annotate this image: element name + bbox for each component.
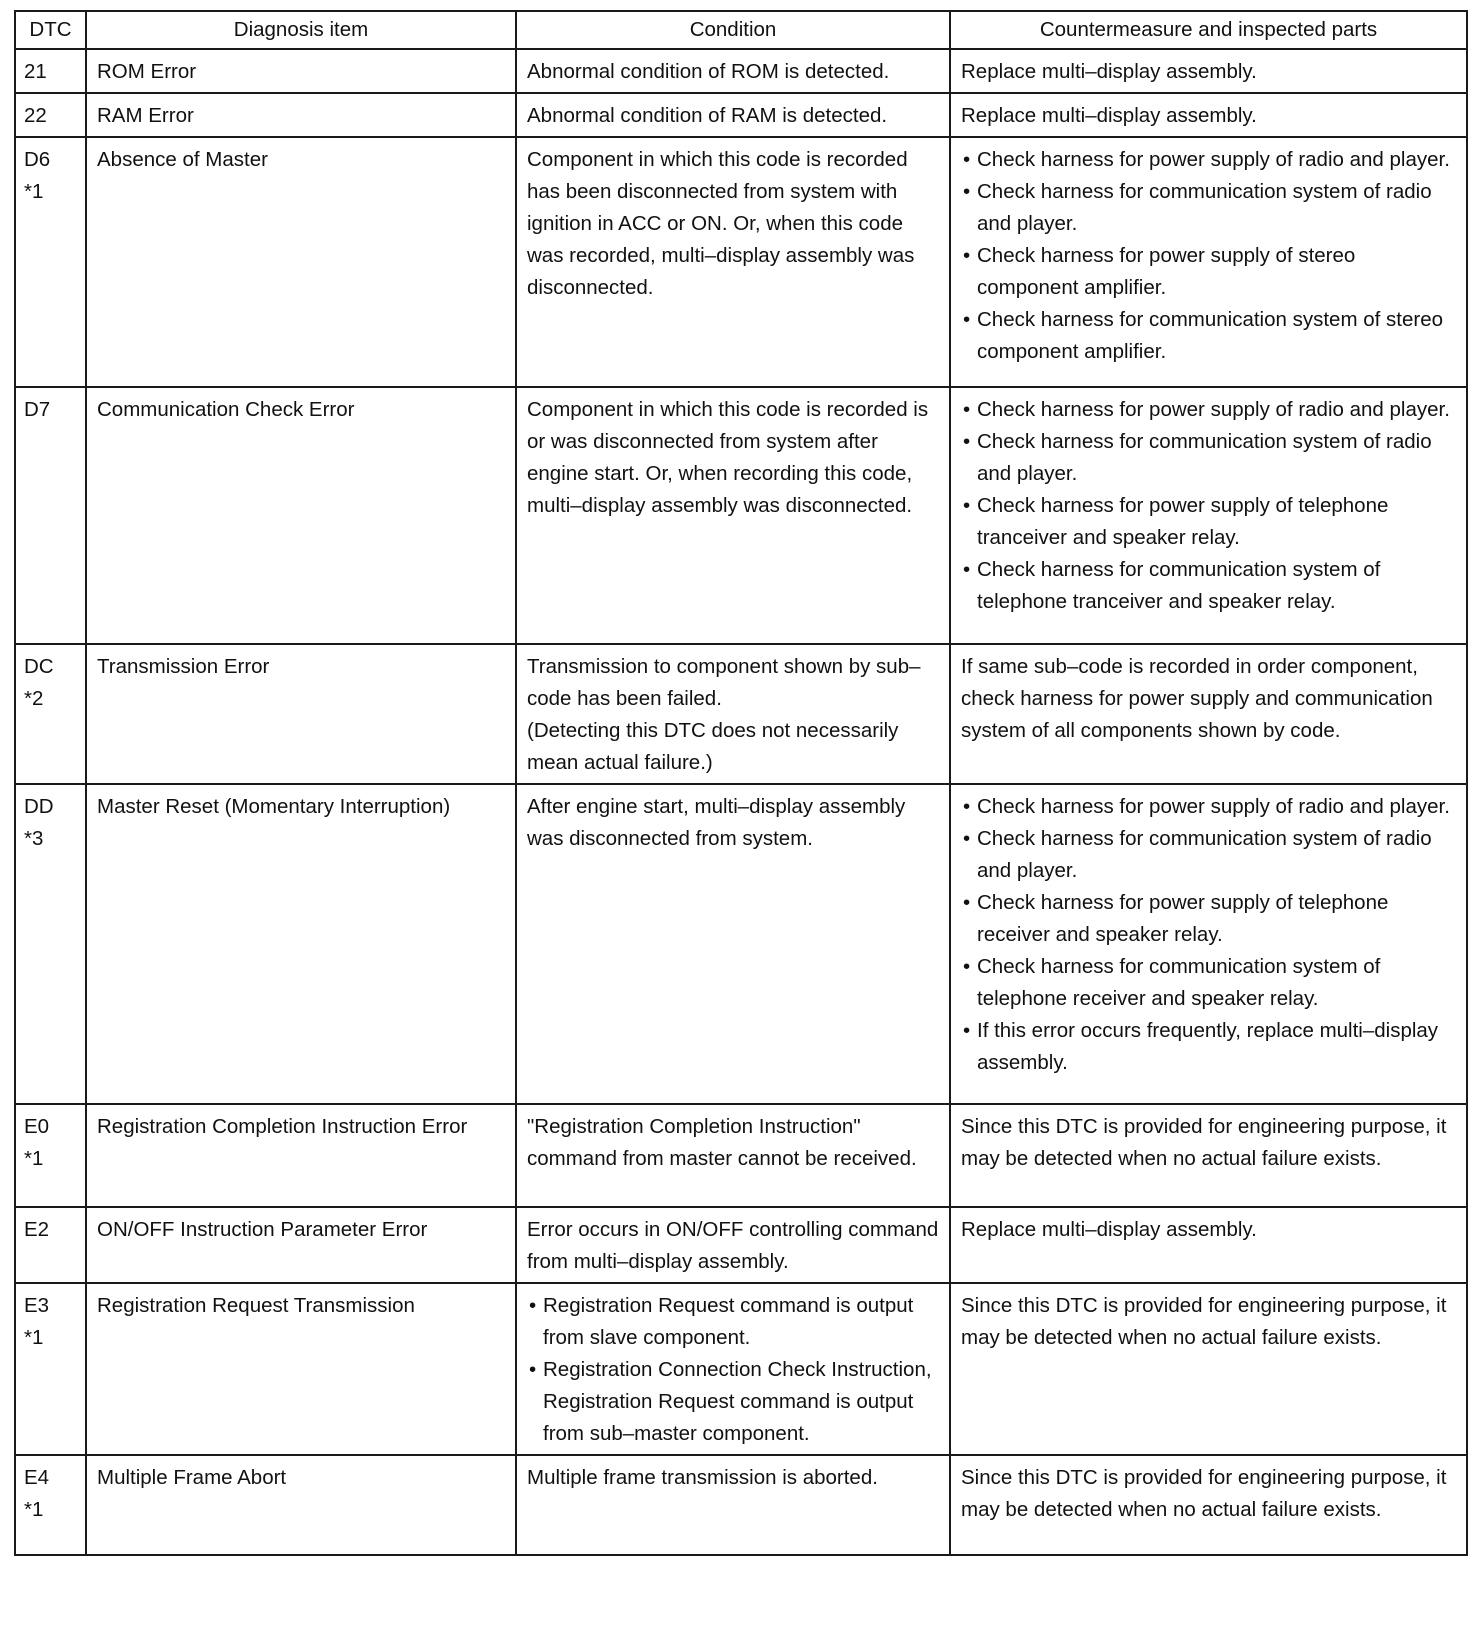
table-row [15, 1104, 1467, 1207]
condition-text: Transmission to component shown by sub–code has been failed. [527, 655, 921, 710]
dtc-cell [15, 93, 86, 137]
dtc-footnote-ref: *1 [24, 1498, 44, 1521]
table-row [15, 93, 1467, 137]
dtc-cell [15, 1104, 86, 1207]
dtc-cell [15, 784, 86, 1104]
condition-text: (Detecting this DTC does not necessarily mean actual failure.) [527, 719, 899, 774]
countermeasure-cell [950, 1283, 1467, 1455]
header-dtc: DTC [15, 11, 86, 49]
bullet-item: • Check harness for power supply of telephone tranceiver and speaker relay. [961, 490, 1458, 554]
bullet-item: • Registration Connection Check Instruction, Registration Request command is output from sub–master component. [527, 1354, 941, 1450]
condition-cell [516, 387, 950, 644]
header-countermeasure: Countermeasure and inspected parts [950, 11, 1467, 49]
bullet-item: • Check harness for power supply of stereo component amplifier. [961, 240, 1458, 304]
bullet-item: • Check harness for communication system of radio and player. [961, 426, 1458, 490]
countermeasure-list [961, 791, 1458, 1079]
countermeasure-text: Since this DTC is provided for engineering purpose, it may be detected when no actual failure exists. [961, 1115, 1447, 1170]
header-diagnosis-item: Diagnosis item [86, 11, 516, 49]
countermeasure-text: Replace multi–display assembly. [961, 60, 1257, 83]
dtc-cell [15, 1207, 86, 1283]
condition-text: Component in which this code is recorded has been disconnected from system with ignition in ACC or ON. Or, when this code was recorded, multi–display assembly was disconnected. [527, 148, 915, 299]
countermeasure-text: Replace multi–display assembly. [961, 104, 1257, 127]
countermeasure-cell [950, 49, 1467, 93]
diagnosis-item-cell: ON/OFF Instruction Parameter Error [86, 1207, 516, 1283]
dtc-code: E3 [24, 1294, 50, 1317]
condition-list [527, 1290, 941, 1450]
countermeasure-cell [950, 784, 1467, 1104]
bullet-item: • Check harness for communication system of radio and player. [961, 176, 1458, 240]
bullet-item: • Check harness for communication system of telephone tranceiver and speaker relay. [961, 554, 1458, 618]
countermeasure-text: Replace multi–display assembly. [961, 1218, 1257, 1241]
diagnosis-item-cell: Registration Completion Instruction Error [86, 1104, 516, 1207]
condition-cell [516, 644, 950, 784]
table-row [15, 784, 1467, 1104]
bullet-item: • Check harness for power supply of telephone receiver and speaker relay. [961, 887, 1458, 951]
dtc-code: DD [24, 795, 54, 818]
condition-cell [516, 1104, 950, 1207]
countermeasure-cell [950, 387, 1467, 644]
dtc-cell [15, 1283, 86, 1455]
table-row [15, 1207, 1467, 1283]
dtc-cell [15, 137, 86, 387]
condition-text: Abnormal condition of ROM is detected. [527, 60, 890, 83]
dtc-cell [15, 644, 86, 784]
condition-cell [516, 784, 950, 1104]
table-row [15, 1283, 1467, 1455]
countermeasure-cell [950, 1207, 1467, 1283]
condition-cell [516, 1207, 950, 1283]
condition-cell [516, 93, 950, 137]
diagnosis-item-cell: ROM Error [86, 49, 516, 93]
header-row [15, 11, 1467, 49]
dtc-code: 21 [24, 60, 47, 83]
table-row [15, 1455, 1467, 1555]
table-body [15, 49, 1467, 1555]
dtc-footnote-ref: *1 [24, 180, 44, 203]
dtc-code: E2 [24, 1218, 50, 1241]
diagnosis-item-cell: Registration Request Transmission [86, 1283, 516, 1455]
countermeasure-cell [950, 644, 1467, 784]
diagnosis-item-cell: Transmission Error [86, 644, 516, 784]
condition-text: Component in which this code is recorded is or was disconnected from system after engine start. Or, when recording this code, multi–display assembly was disconnected. [527, 398, 929, 517]
diagnosis-item-cell: RAM Error [86, 93, 516, 137]
bullet-item: • Check harness for power supply of radio and player. [961, 394, 1458, 426]
condition-cell [516, 137, 950, 387]
countermeasure-list [961, 394, 1458, 618]
table-row [15, 644, 1467, 784]
dtc-table [14, 10, 1468, 1556]
countermeasure-cell [950, 137, 1467, 387]
countermeasure-text: Since this DTC is provided for engineering purpose, it may be detected when no actual failure exists. [961, 1466, 1447, 1521]
dtc-cell [15, 387, 86, 644]
dtc-code: D7 [24, 398, 51, 421]
table-row [15, 387, 1467, 644]
dtc-code: E0 [24, 1115, 50, 1138]
dtc-footnote-ref: *2 [24, 687, 44, 710]
bullet-item: • If this error occurs frequently, replace multi–display assembly. [961, 1015, 1458, 1079]
bullet-item: • Check harness for power supply of radio and player. [961, 791, 1458, 823]
condition-text: Multiple frame transmission is aborted. [527, 1466, 878, 1489]
condition-text: Error occurs in ON/OFF controlling command from multi–display assembly. [527, 1218, 939, 1273]
condition-cell [516, 49, 950, 93]
bullet-item: • Check harness for power supply of radio and player. [961, 144, 1458, 176]
countermeasure-cell [950, 1104, 1467, 1207]
bullet-item: • Check harness for communication system of radio and player. [961, 823, 1458, 887]
condition-text: Abnormal condition of RAM is detected. [527, 104, 888, 127]
countermeasure-cell [950, 1455, 1467, 1555]
bullet-item: • Check harness for communication system of stereo component amplifier. [961, 304, 1458, 368]
dtc-code: E4 [24, 1466, 50, 1489]
dtc-footnote-ref: *3 [24, 827, 44, 850]
countermeasure-cell [950, 93, 1467, 137]
dtc-cell [15, 49, 86, 93]
countermeasure-text: Since this DTC is provided for engineering purpose, it may be detected when no actual failure exists. [961, 1294, 1447, 1349]
bullet-item: • Check harness for communication system of telephone receiver and speaker relay. [961, 951, 1458, 1015]
diagnosis-item-cell: Master Reset (Momentary Interruption) [86, 784, 516, 1104]
condition-text: After engine start, multi–display assembly was disconnected from system. [527, 795, 906, 850]
condition-cell [516, 1455, 950, 1555]
diagnosis-item-cell: Multiple Frame Abort [86, 1455, 516, 1555]
dtc-footnote-ref: *1 [24, 1326, 44, 1349]
dtc-code: DC [24, 655, 54, 678]
dtc-code: 22 [24, 104, 47, 127]
table-row [15, 137, 1467, 387]
header-condition: Condition [516, 11, 950, 49]
condition-text: "Registration Completion Instruction" command from master cannot be received. [527, 1115, 917, 1170]
table-row [15, 49, 1467, 93]
dtc-footnote-ref: *1 [24, 1147, 44, 1170]
bullet-item: • Registration Request command is output from slave component. [527, 1290, 941, 1354]
dtc-cell [15, 1455, 86, 1555]
condition-cell [516, 1283, 950, 1455]
countermeasure-list [961, 144, 1458, 368]
dtc-code: D6 [24, 148, 51, 171]
countermeasure-text: If same sub–code is recorded in order component, check harness for power supply and communication system of all components shown by code. [961, 655, 1433, 742]
diagnosis-item-cell: Absence of Master [86, 137, 516, 387]
diagnosis-item-cell: Communication Check Error [86, 387, 516, 644]
